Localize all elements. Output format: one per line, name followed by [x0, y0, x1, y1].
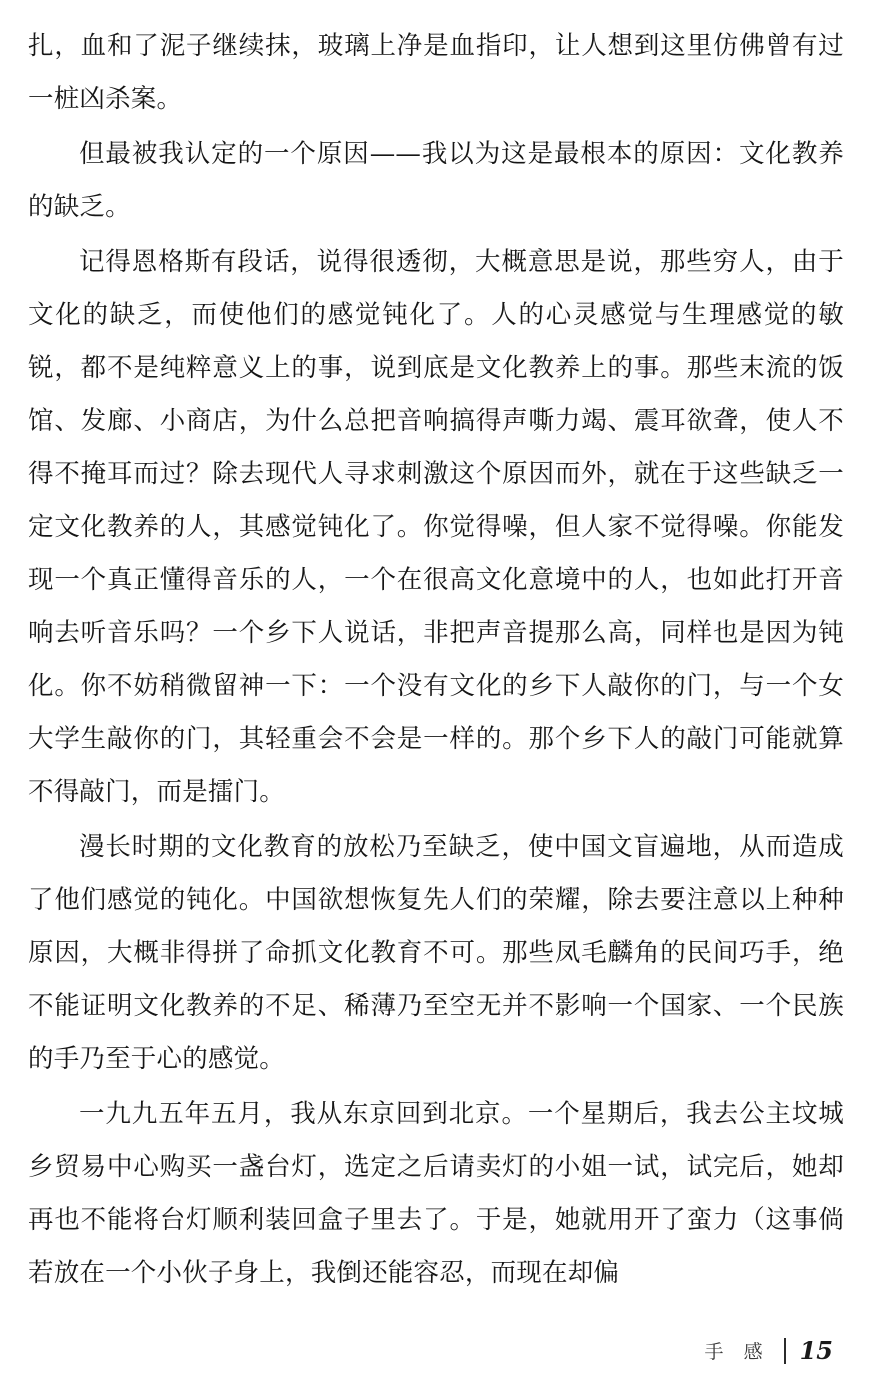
footer-content: [705, 1336, 833, 1365]
page-body: [28, 20, 844, 1302]
page-number: 15: [799, 1336, 833, 1365]
paragraph: 记得恩格斯有段话，说得很透彻，大概意思是说，那些穷人，由于文化的缺乏，而使他们的感觉钝化了。人的心灵感觉与生理感觉的敏锐，都不是纯粹意义上的事，说到底是文化教养上的事。那些末流的饭馆、发廊、小商店，为什么总把音响搞得声嘶力竭、震耳欲聋，使人不得不掩耳而过？除去现代人寻求刺激这个原因而外，就在于这些缺乏一定文化教养的人，其感觉钝化了。你觉得噪，但人家不觉得噪。你能发现一个真正懂得音乐的人，一个在很高文化意境中的人，也如此打开音响去听音乐吗？一个乡下人说话，非把声音提那么高，同样也是因为钝化。你不妨稍微留神一下：一个没有文化的乡下人敲你的门，与一个女大学生敲你的门，其轻重会不会是一样的。那个乡下人的敲门可能就算不得敲门，而是擂门。: [28, 247, 844, 807]
paragraph: 扎，血和了泥子继续抹，玻璃上净是血指印，让人想到这里仿佛曾有过一桩凶杀案。: [28, 31, 844, 114]
chapter-title: 手 感: [704, 1341, 770, 1363]
footer-divider: [784, 1338, 786, 1364]
page-footer: [0, 1325, 869, 1365]
paragraph: 漫长时期的文化教育的放松乃至缺乏，使中国文盲遍地，从而造成了他们感觉的钝化。中国欲想恢复先人们的荣耀，除去要注意以上种种原因，大概非得拼了命抓文化教育不可。那些凤毛麟角的民间巧手，绝不能证明文化教养的不足、稀薄乃至空无并不影响一个国家、一个民族的手乃至于心的感觉。: [28, 832, 844, 1074]
paragraph: 一九九五年五月，我从东京回到北京。一个星期后，我去公主坟城乡贸易中心购买一盏台灯，选定之后请卖灯的小姐一试，试完后，她却再也不能将台灯顺利装回盒子里去了。于是，她就用开了蛮力（这事倘若放在一个小伙子身上，我倒还能容忍，而现在却偏: [28, 1099, 844, 1288]
paragraph: 但最被我认定的一个原因——我以为这是最根本的原因：文化教养的缺乏。: [28, 139, 844, 222]
